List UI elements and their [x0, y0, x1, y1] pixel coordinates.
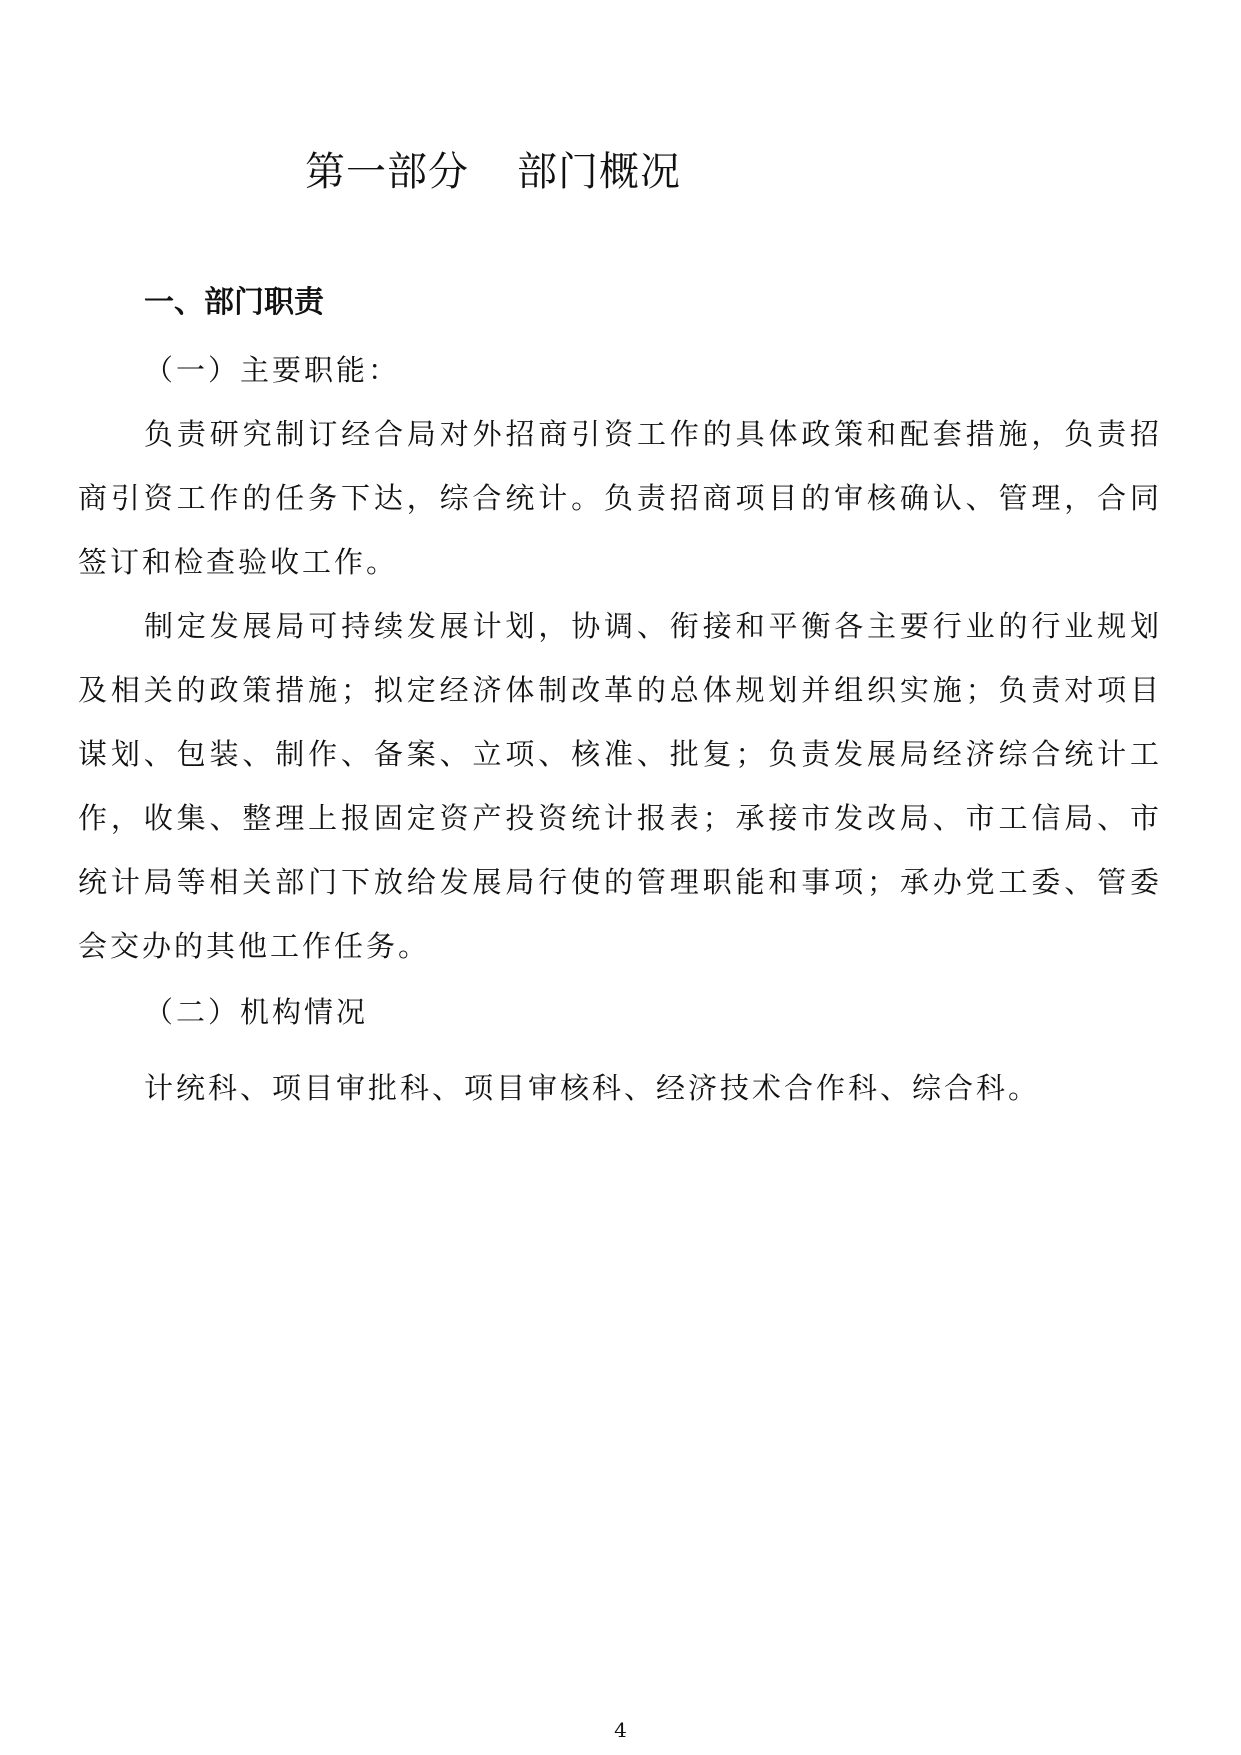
subsection-heading-main-functions: （一）主要职能：: [144, 353, 401, 387]
part-title-name: 部门概况: [517, 149, 681, 195]
section-heading: 一、部门职责: [144, 285, 324, 320]
paragraph-development-duties: 制定发展局可持续发展计划，协调、衔接和平衡各主要行业的行业规划及相关的政策措施；拟定经济体制改革的总体规划并组织实施；负责对项目谋划、包装、制作、备案、立项、核准、批复；负责发展局经济综合统计工作，收集、整理上报固定资产投资统计报表；承接市发改局、市工信局、市统计局等相关部门下放给发展局行使的管理职能和事项；承办党工委、管委会交办的其他工作任务。: [78, 609, 1162, 963]
subsection-heading-organization: （二）机构情况: [144, 995, 369, 1029]
page-number: 4: [614, 1718, 627, 1742]
part-title-number: 第一部分: [305, 149, 469, 195]
paragraph-organization-units: 计统科、项目审批科、项目审核科、经济技术合作科、综合科。: [144, 1071, 1041, 1105]
part-title: [305, 146, 681, 198]
paragraph-investment-duties: 负责研究制订经合局对外招商引资工作的具体政策和配套措施，负责招商引资工作的任务下达，综合统计。负责招商项目的审核确认、管理，合同签订和检查验收工作。: [78, 417, 1162, 579]
